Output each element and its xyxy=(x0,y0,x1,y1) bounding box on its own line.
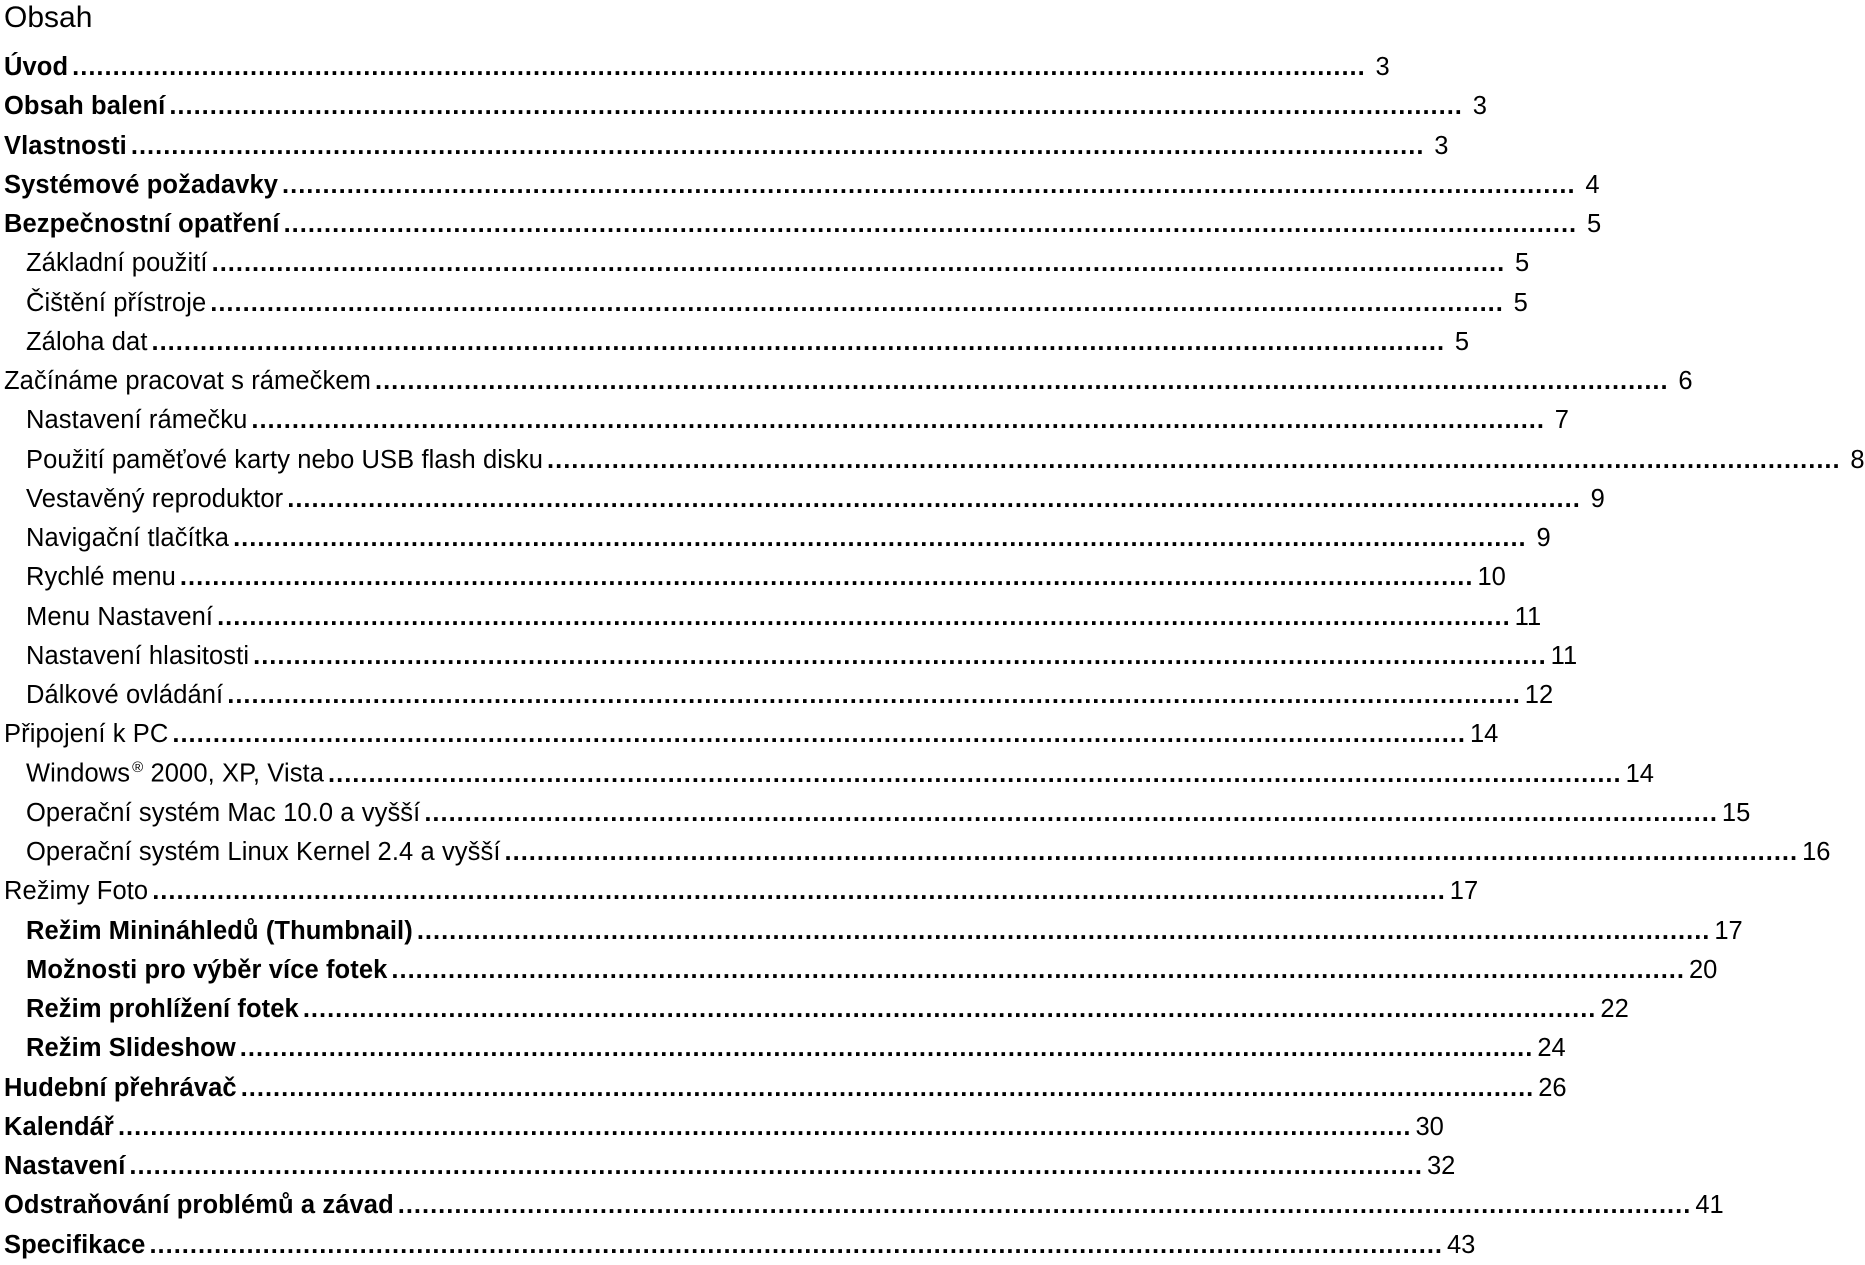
toc-entry[interactable] xyxy=(0,48,1390,87)
toc-entry-label: Režim prohlížení fotek xyxy=(26,995,299,1024)
dot-leader: ................................................................................................................................................................ xyxy=(217,602,1511,631)
toc-entry-page: 24 xyxy=(1537,1034,1566,1063)
toc-entry-page: 3 xyxy=(1434,131,1449,160)
toc-entry-label: Obsah balení xyxy=(4,92,166,121)
toc-entry[interactable] xyxy=(0,637,1578,676)
toc-entry-page: 7 xyxy=(1554,406,1569,435)
toc-entry[interactable] xyxy=(0,284,1528,323)
toc-entry-page: 9 xyxy=(1536,524,1551,553)
dot-leader: ................................................................................................................................................................ xyxy=(152,877,1446,906)
toc-entry-page: 9 xyxy=(1590,484,1605,513)
toc-entry[interactable] xyxy=(0,558,1506,597)
toc-entry-page: 5 xyxy=(1515,249,1530,278)
dot-leader: ................................................................................................................................................................ xyxy=(130,131,1425,160)
toc-entry-label: Rychlé menu xyxy=(26,563,176,592)
dot-leader: ................................................................................................................................................................ xyxy=(227,681,1521,710)
toc-entry-page: 5 xyxy=(1513,288,1528,317)
dot-leader: ................................................................................................................................................................ xyxy=(251,406,1545,435)
toc-entry-label: Nastavení rámečku xyxy=(26,406,248,435)
toc-entry-page: 26 xyxy=(1538,1073,1567,1102)
toc-entry-label: Kalendář xyxy=(4,1112,114,1141)
dot-leader: ................................................................................................................................................................ xyxy=(211,249,1506,278)
toc-entry-page: 11 xyxy=(1550,641,1578,670)
dot-leader: ................................................................................................................................................................ xyxy=(282,170,1576,199)
toc-entry-label: Režim Slideshow xyxy=(26,1034,236,1063)
toc-entry-label-rest: 2000, XP, Vista xyxy=(143,759,325,788)
dot-leader: ................................................................................................................................................................ xyxy=(328,759,1622,788)
toc-entry[interactable] xyxy=(0,912,1743,951)
toc-entry-label: Úvod xyxy=(4,53,69,82)
toc-entry-page: 20 xyxy=(1688,955,1718,984)
toc-entry[interactable] xyxy=(0,1186,1724,1225)
dot-leader: ................................................................................................................................................................ xyxy=(149,1230,1443,1259)
toc-entry[interactable] xyxy=(0,127,1449,166)
toc-entry-page: 3 xyxy=(1472,92,1487,121)
toc-entry-page: 5 xyxy=(1454,327,1470,356)
toc-entry[interactable] xyxy=(0,951,1718,990)
toc-entry-page: 10 xyxy=(1477,563,1506,592)
toc-entry-label: Začínáme pracovat s rámečkem xyxy=(4,367,372,396)
toc-entry-page: 17 xyxy=(1714,916,1743,945)
toc-entry-page: 14 xyxy=(1625,759,1654,788)
toc-entry-label: Operační systém Linux Kernel 2.4 a vyšší xyxy=(26,838,501,867)
dot-leader: ................................................................................................................................................................ xyxy=(172,720,1466,749)
dot-leader: ................................................................................................................................................................ xyxy=(72,53,1366,82)
dot-leader: ................................................................................................................................................................ xyxy=(210,288,1504,317)
toc-entry[interactable] xyxy=(0,1069,1567,1108)
toc-entry-label: Vestavěný reproduktor xyxy=(26,484,284,513)
toc-entry[interactable] xyxy=(0,519,1551,558)
toc-entry-label: Vlastnosti xyxy=(4,131,127,160)
table-of-contents xyxy=(0,48,1865,1265)
toc-entry[interactable] xyxy=(0,1108,1444,1147)
toc-entry[interactable] xyxy=(0,755,1654,794)
toc-entry[interactable] xyxy=(0,1147,1456,1186)
toc-entry-page: 30 xyxy=(1415,1112,1444,1141)
toc-entry[interactable] xyxy=(0,1226,1476,1265)
dot-leader: ................................................................................................................................................................ xyxy=(504,838,1799,867)
toc-entry-page: 17 xyxy=(1449,877,1479,906)
toc-entry-label-main: Windows xyxy=(26,759,131,788)
dot-leader: ................................................................................................................................................................ xyxy=(169,92,1463,121)
dot-leader: ................................................................................................................................................................ xyxy=(283,210,1578,239)
toc-entry[interactable] xyxy=(0,166,1600,205)
toc-entry-label: Použití paměťové karty nebo USB flash disku xyxy=(26,445,544,474)
toc-entry-label: Připojení k PC xyxy=(4,720,169,749)
toc-entry-page: 4 xyxy=(1585,170,1600,199)
dot-leader: ................................................................................................................................................................ xyxy=(391,955,1685,984)
toc-entry-page: 32 xyxy=(1426,1152,1456,1181)
toc-entry[interactable] xyxy=(0,872,1479,911)
dot-leader: ................................................................................................................................................................ xyxy=(547,445,1841,474)
toc-entry-label: Záloha dat xyxy=(26,327,148,356)
toc-entry-label: Možnosti pro výběr více fotek xyxy=(26,955,388,984)
toc-entry-label: Základní použití xyxy=(26,249,208,278)
toc-entry-label xyxy=(0,759,324,789)
toc-entry[interactable] xyxy=(0,990,1629,1029)
dot-leader: ................................................................................................................................................................ xyxy=(287,484,1581,513)
toc-entry-page: 15 xyxy=(1721,798,1751,827)
toc-entry-page: 43 xyxy=(1447,1230,1476,1259)
toc-entry-page: 22 xyxy=(1600,995,1629,1024)
toc-entry[interactable] xyxy=(0,833,1831,872)
dot-leader: ................................................................................................................................................................ xyxy=(239,1034,1534,1063)
dot-leader: ................................................................................................................................................................ xyxy=(397,1191,1692,1220)
registered-mark: ® xyxy=(132,759,144,777)
toc-entry-label: Specifikace xyxy=(4,1230,146,1259)
toc-entry-label: Navigační tlačítka xyxy=(26,524,230,553)
dot-leader: ................................................................................................................................................................ xyxy=(240,1073,1535,1102)
toc-entry[interactable] xyxy=(0,205,1602,244)
toc-entry[interactable] xyxy=(0,362,1693,401)
toc-entry-page: 12 xyxy=(1524,681,1554,710)
toc-entry[interactable] xyxy=(0,87,1487,126)
page-title: Obsah xyxy=(4,1,93,34)
toc-entry-page: 6 xyxy=(1678,367,1693,396)
toc-entry-page: 8 xyxy=(1850,445,1865,474)
toc-entry[interactable] xyxy=(0,441,1865,480)
dot-leader: ................................................................................................................................................................ xyxy=(416,916,1711,945)
toc-entry-label: Čištění přístroje xyxy=(26,288,207,317)
dot-leader: ................................................................................................................................................................ xyxy=(253,641,1547,670)
dot-leader: ................................................................................................................................................................ xyxy=(129,1152,1423,1181)
toc-entry[interactable] xyxy=(0,715,1499,754)
toc-entry-label: Systémové požadavky xyxy=(4,170,279,199)
toc-entry-label: Operační systém Mac 10.0 a vyšší xyxy=(26,798,421,827)
toc-entry-page: 5 xyxy=(1586,210,1602,239)
toc-entry-page: 3 xyxy=(1375,53,1390,82)
dot-leader: ................................................................................................................................................................ xyxy=(424,798,1718,827)
toc-entry[interactable] xyxy=(0,401,1569,440)
toc-entry[interactable] xyxy=(0,244,1530,283)
toc-entry-label: Odstraňování problémů a závad xyxy=(4,1191,394,1220)
toc-entry-label: Režimy Foto xyxy=(4,877,149,906)
toc-entry-page: 14 xyxy=(1469,720,1499,749)
toc-entry-label: Nastavení hlasitosti xyxy=(26,641,250,670)
toc-entry-label: Bezpečnostní opatření xyxy=(4,210,280,239)
toc-entry-label: Režim Minináhledů (Thumbnail) xyxy=(26,916,413,945)
toc-entry-label: Nastavení xyxy=(4,1152,126,1181)
toc-entry[interactable] xyxy=(0,480,1605,519)
toc-entry[interactable] xyxy=(0,323,1470,362)
toc-entry-page: 16 xyxy=(1802,838,1831,867)
dot-leader: ................................................................................................................................................................ xyxy=(179,563,1474,592)
toc-entry-page: 11 xyxy=(1514,602,1542,631)
dot-leader: ................................................................................................................................................................ xyxy=(302,995,1597,1024)
toc-entry[interactable] xyxy=(0,676,1554,715)
dot-leader: ................................................................................................................................................................ xyxy=(233,524,1527,553)
toc-entry-label: Menu Nastavení xyxy=(26,602,214,631)
toc-entry[interactable] xyxy=(0,794,1751,833)
toc-entry-label: Dálkové ovládání xyxy=(26,681,224,710)
toc-entry-page: 41 xyxy=(1695,1191,1724,1220)
toc-entry-label: Hudební přehrávač xyxy=(4,1073,237,1102)
toc-entry[interactable] xyxy=(0,1029,1566,1068)
dot-leader: ................................................................................................................................................................ xyxy=(375,367,1669,396)
dot-leader: ................................................................................................................................................................ xyxy=(151,327,1446,356)
dot-leader: ................................................................................................................................................................ xyxy=(117,1112,1412,1141)
toc-entry[interactable] xyxy=(0,598,1542,637)
